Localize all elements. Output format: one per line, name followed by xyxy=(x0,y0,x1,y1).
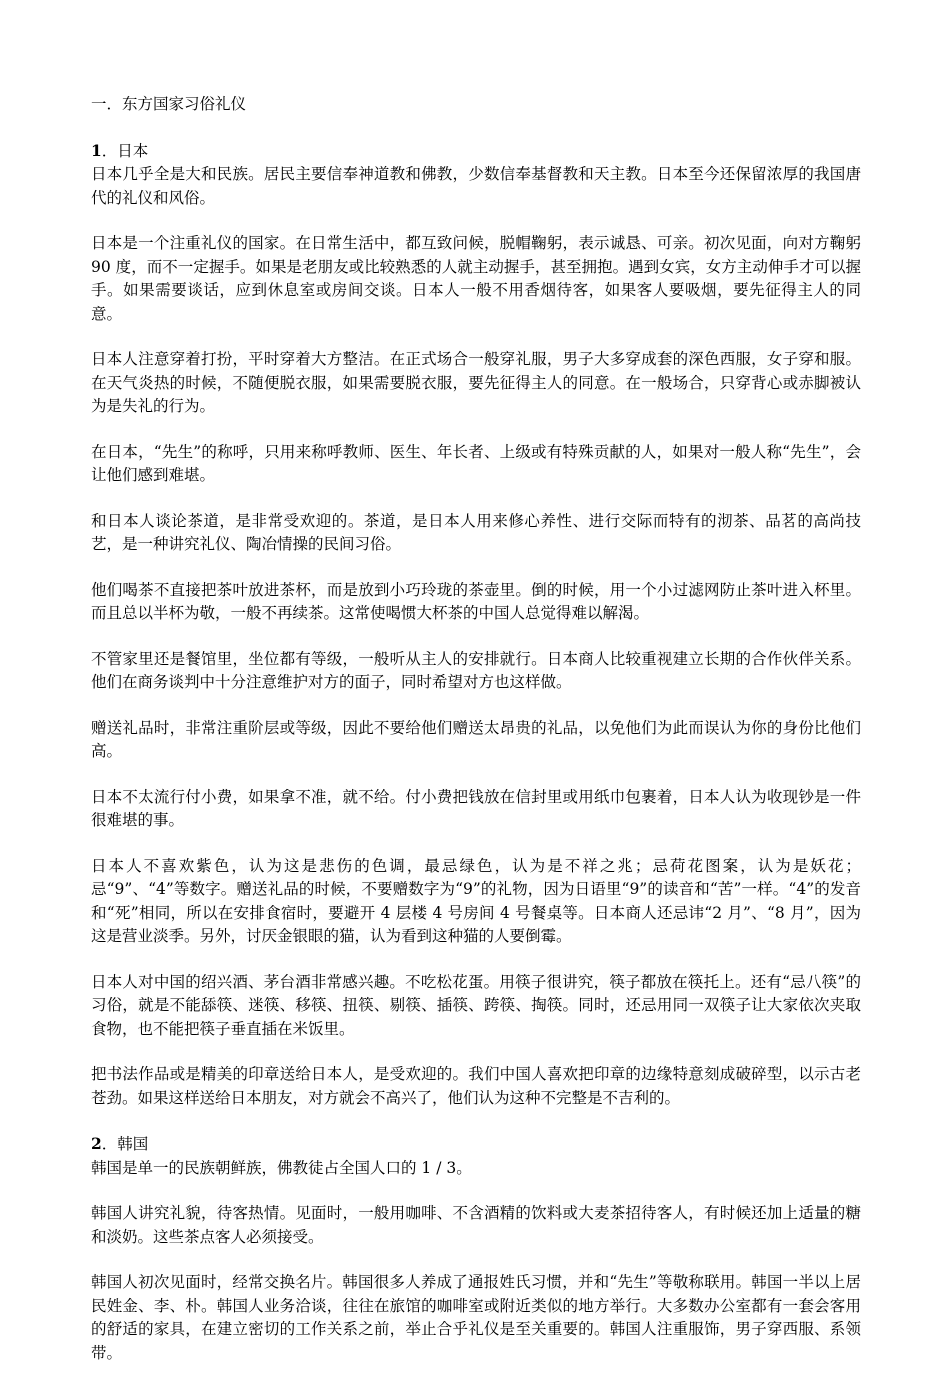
section-korea xyxy=(91,1132,861,1365)
section-heading-japan xyxy=(91,139,861,164)
paragraph: 日本人不喜欢紫色，认为这是悲伤的色调，最忌绿色，认为是不祥之兆；忌荷花图案，认为是妖花；忌“9”、“4”等数字。赠送礼品的时候，不要赠数字为“9”的礼物，因为日语里“9”的读音和“苦”一样。“4”的发音和“死”相同，所以在安排食宿时，要避开 4 层楼 4 号房间 4 号餐桌等。日本商人还忌讳“2 月”、“8 月”，因为这是营业淡季。另外，讨厌金银眼的猫，认为看到这种猫的人要倒霉。 xyxy=(91,856,861,945)
paragraph: 日本不太流行付小费，如果拿不准，就不给。付小费把钱放在信封里或用纸巾包裹着，日本人认为收现钞是一件很难堪的事。 xyxy=(91,787,861,829)
paragraph: 把书法作品或是精美的印章送给日本人，是受欢迎的。我们中国人喜欢把印章的边缘特意刻成破碎型，以示古老苍劲。如果这样送给日本朋友，对方就会不高兴了，他们认为这种不完整是不吉利的。 xyxy=(91,1065,861,1107)
paragraph: 他们喝茶不直接把茶叶放进茶杯，而是放到小巧玲珑的茶壶里。倒的时候，用一个小过滤网防止茶叶进入杯里。而且总以半杯为敬，一般不再续茶。这常使喝惯大杯茶的中国人总觉得难以解渴。 xyxy=(91,580,861,622)
paragraph: 日本几乎全是大和民族。居民主要信奉神道教和佛教，少数信奉基督教和天主教。日本至今还保留浓厚的我国唐代的礼仪和风俗。 xyxy=(91,165,861,207)
paragraph: 韩国人初次见面时，经常交换名片。韩国很多人养成了通报姓氏习惯，并和“先生”等敬称联用。韩国一半以上居民姓金、李、朴。韩国人业务洽谈，往往在旅馆的咖啡室或附近类似的地方举行。大多数办公室都有一套会客用的舒适的家具，在建立密切的工作关系之前，举止合乎礼仪是至关重要的。韩国人注重服饰，男子穿西服、系领带。 xyxy=(91,1273,861,1362)
section-number: 1 xyxy=(91,140,102,160)
section-heading-korea xyxy=(91,1132,861,1157)
paragraph: 在日本，“先生”的称呼，只用来称呼教师、医生、年长者、上级或有特殊贡献的人，如果对一般人称“先生”，会让他们感到难堪。 xyxy=(91,442,861,484)
section-title: ．韩国 xyxy=(101,1135,149,1153)
paragraph: 韩国是单一的民族朝鲜族，佛教徒占全国人口的 1 / 3。 xyxy=(91,1158,472,1177)
document-title: 一．东方国家习俗礼仪 xyxy=(91,95,247,113)
section-japan xyxy=(91,139,861,1111)
section-number: 2 xyxy=(91,1134,102,1153)
paragraph: 日本人注意穿着打扮，平时穿着大方整洁。在正式场合一般穿礼服，男子大多穿成套的深色西服，女子穿和服。在天气炎热的时候，不随便脱衣服，如果需要脱衣服，要先征得主人的同意。在一般场合，只穿背心或赤脚被认为是失礼的行为。 xyxy=(91,350,861,415)
section-title: ．日本 xyxy=(101,141,149,160)
paragraph: 韩国人讲究礼貌，待客热情。见面时，一般用咖啡、不含酒精的饮料或大麦茶招待客人，有时候还加上适量的糖和淡奶。这些茶点客人必须接受。 xyxy=(91,1204,861,1246)
paragraph: 不管家里还是餐馆里，坐位都有等级，一般听从主人的安排就行。日本商人比较重视建立长期的合作伙伴关系。他们在商务谈判中十分注意维护对方的面子，同时希望对方也这样做。 xyxy=(91,649,861,691)
paragraph: 日本人对中国的绍兴酒、茅台酒非常感兴趣。不吃松花蛋。用筷子很讲究，筷子都放在筷托上。还有“忌八筷”的习俗，就是不能舔筷、迷筷、移筷、扭筷、剔筷、插筷、跨筷、掏筷。同时，还忌用同一双筷子让大家依次夹取食物，也不能把筷子垂直插在米饭里。 xyxy=(91,972,861,1038)
paragraph: 和日本人谈论茶道，是非常受欢迎的。茶道，是日本人用来修心养性、进行交际而特有的沏茶、品茗的高尚技艺，是一种讲究礼仪、陶冶情操的民间习俗。 xyxy=(91,511,861,553)
document-page xyxy=(91,93,861,1387)
paragraph: 日本是一个注重礼仪的国家。在日常生活中，都互致问候，脱帽鞠躬，表示诚恳、可亲。初次见面，向对方鞠躬 90 度，而不一定握手。如果是老朋友或比较熟悉的人就主动握手，甚至拥抱。遇到女宾，女方主动伸手才可以握手。如果需要谈话，应到休息室或房间交谈。日本人一般不用香烟待客，如果客人要吸烟，要先征得主人的同意。 xyxy=(91,234,861,323)
paragraph: 赠送礼品时，非常注重阶层或等级，因此不要给他们赠送太昂贵的礼品，以免他们为此而误认为你的身份比他们高。 xyxy=(91,718,861,760)
